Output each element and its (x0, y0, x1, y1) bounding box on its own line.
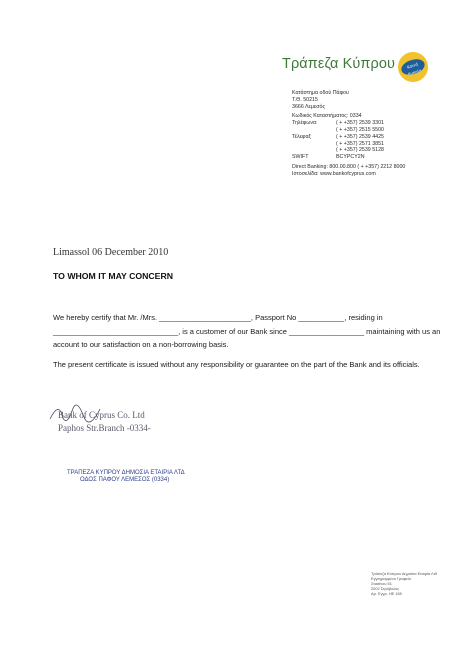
fax-label: Τέλεφαξ (292, 133, 311, 140)
branch-code-value: 0334 (349, 113, 362, 120)
branch-city: 3666 Λεμεσός (292, 103, 326, 110)
branch-info (292, 90, 405, 178)
footer-line: Αρ. Εγγρ. ΗΕ 165 (371, 591, 402, 596)
letter-date: Limassol 06 December 2010 (53, 247, 169, 258)
phone-number: ( + +357) 2515 5500 (336, 126, 385, 133)
fax-number: ( + +357) 2539 4425 (336, 133, 385, 140)
website: Ιστοσελίδα: www.bankofcyprus.com (292, 170, 376, 177)
bank-name: Τράπεζα Κύπρου (282, 56, 396, 72)
disclaimer-paragraph: The present certificate is issued without any responsibility or guarantee on the part of the Bank and its officials. (53, 360, 420, 369)
footer-line: Τράπεζα Κύπρου Δημόσια Εταιρία Λτδ (371, 571, 438, 576)
stamp-branch: Paphos Str.Branch -0334- (58, 423, 151, 433)
fax-number: ( + +357) 2539 5128 (336, 147, 385, 154)
footer-line: Στασίνου 51 (371, 581, 392, 586)
direct-banking: Direct Banking: 800.00.800 ( + +357) 2212 8000 (292, 163, 406, 170)
registered-office (371, 571, 437, 596)
swift-code: BCYPCY2N (336, 154, 365, 161)
stamp-bank-name: Bank of Cyprus Co. Ltd (58, 410, 145, 420)
phone-label: Τηλέφωνα: (292, 120, 318, 127)
footer-line: 2002 Στρόβολος (371, 586, 400, 591)
branch-code-label: Κωδικός Καταστήματος: (292, 113, 349, 120)
po-box: Τ.Θ. 50215 (292, 96, 318, 103)
certification-paragraph: We hereby certify that Mr. /Mrs. ______________________, Passport No ___________, residing in ______________________________, is a customer of our Bank since __________________ maintaining with us an account to our satisfaction on a non-borrowing basis. (53, 313, 441, 350)
signature-icon (46, 403, 116, 427)
footer-line: Εγγεγραμμένο Γραφείο (371, 576, 411, 581)
fax-number: ( + +357) 2571 3851 (336, 140, 385, 147)
seal-line: ΤΡΑΠΕΖΑ ΚΥΠΡΟΥ ΔΗΜΟΣΙΑ ΕΤΑΙΡΙΑ ΛΤΔ (67, 470, 185, 476)
swift-label: SWIFT (292, 154, 309, 161)
seal-line: ΟΔΟΣ ΠΑΦΟΥ ΛΕΜΕΣΟΣ (0334) (80, 477, 170, 483)
phone-number: ( + +357) 2539 3301 (336, 120, 385, 127)
logo-text: Κοινή Κυπρία (406, 61, 422, 77)
letter-heading: TO WHOM IT MAY CONCERN (53, 271, 174, 281)
bank-logo-icon (398, 52, 428, 82)
branch-name: Κατάστημα οδού Πάφου (292, 90, 349, 96)
